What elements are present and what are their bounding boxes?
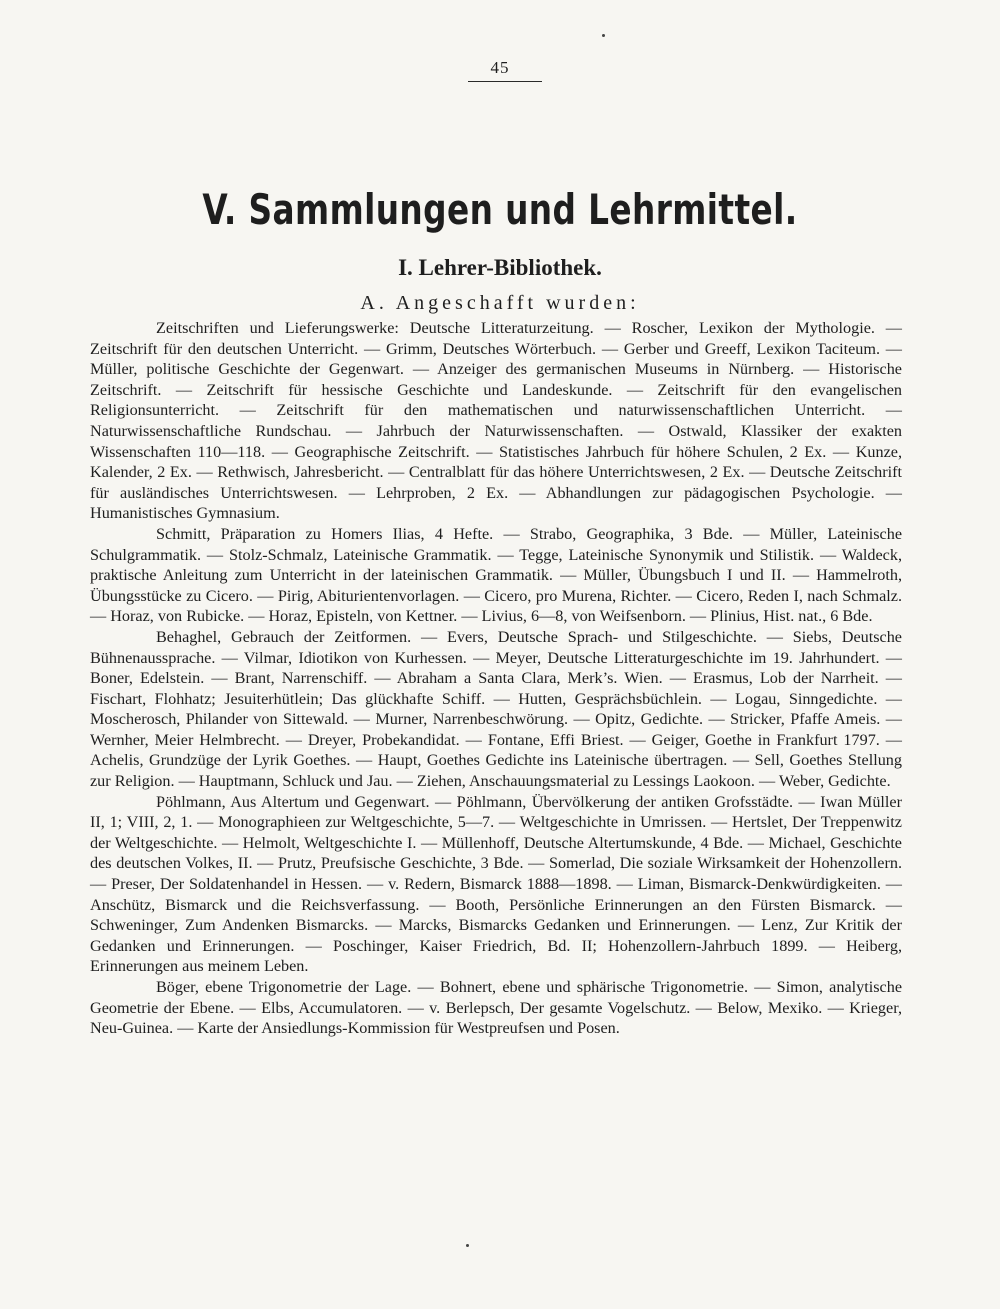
paragraph-classics: Schmitt, Präparation zu Homers Ilias, 4 Hefte. — Strabo, Geographika, 3 Bde. — Müller, Lateinische Schulgrammatik. — Stolz-Schmalz, Lateinische Grammatik. — Tegge, Lateinische Synonymik und Stilistik. — Waldeck, praktische Anleitung zum Unterricht in der lateinischen Grammatik. — Müller, Übungsbuch I und II. — Hammelroth, Übungsstücke zu Cicero. — Pirig, Abiturientenvorlagen. — Cicero, pro Murena, Richter. — Cicero, Reden I, nach Schmalz. — Horaz, von Rubicke. — Horaz, Episteln, von Kettner. — Livius, 6—8, von Weifsenborn. — Plinius, Hist. nat., 6 Bde. — [90, 524, 902, 626]
paragraph-periodicals: Zeitschriften und Lieferungswerke: Deutsche Litteraturzeitung. — Roscher, Lexikon der Mythologie. — Zeitschrift für den deutschen Unterricht. — Grimm, Deutsches Wörterbuch. — Gerber und Greeff, Lexikon Taciteum. — Müller, politische Geschichte der Gegenwart. — Anzeiger des germanischen Museums in Nürnberg. — Historische Zeitschrift. — Zeitschrift für hessische Geschichte und Landeskunde. — Zeitschrift für den evangelischen Religionsunterricht. — Zeitschrift für den mathematischen und naturwissenschaftlichen Unterricht. — Naturwissenschaftliche Rundschau. — Jahrbuch der Naturwissenschaften. — Ostwald, Klassiker der exakten Wissenschaften 110—118. — Geographische Zeitschrift. — Statistisches Jahrbuch für höhere Schulen, 2 Ex. — Kunze, Kalender, 2 Ex. — Rethwisch, Jahresbericht. — Centralblatt für das höhere Unterrichtswesen, 2 Ex. — Deutsche Zeitschrift für ausländisches Unterrichtswesen. — Lehrproben, 2 Ex. — Abhandlungen zur pädagogischen Psychologie. — Humanistisches Gymnasium. — [90, 319, 902, 523]
subsection-title: I. Lehrer-Bibliothek. — [398, 255, 602, 280]
scan-speck — [602, 34, 605, 37]
paragraph-mathematics-science: Böger, ebene Trigonometrie der Lage. — Bohnert, ebene und sphärische Trigonometrie. — Simon, analytische Geometrie der Ebene. — Elbs, Accumulatoren. — v. Berlepsch, Der gesamte Vogelschutz. — Below, Mexiko. — Krieger, Neu-Guinea. — Karte der Ansiedlungs-Kommission für Westpreufsen und Posen. — [90, 978, 902, 1038]
subheading: A. Angeschafft wurden: — [360, 292, 640, 314]
body-text — [90, 318, 902, 1039]
page-number: 45 — [490, 58, 510, 77]
section-title: V. Sammlungen und Lehrmittel. — [202, 185, 798, 234]
paragraph-history: Pöhlmann, Aus Altertum und Gegenwart. — Pöhlmann, Übervölkerung der antiken Grofsstädte. — Iwan Müller II, 1; VIII, 2, 1. — Monographieen zur Weltgeschichte, 5—7. — Weltgeschichte in Umrissen. — Hertslet, Der Treppenwitz der Weltgeschichte. — Helmolt, Weltgeschichte I. — Müllenhoff, Deutsche Altertumskunde, 4 Bde. — Michael, Geschichte des deutschen Volkes, II. — Prutz, Preufsische Geschichte, 3 Bde. — Somerlad, Die soziale Wirksamkeit der Hohenzollern. — Preser, Der Soldatenhandel in Hessen. — v. Redern, Bismarck 1888—1898. — Liman, Bismarck-Denkwürdigkeiten. — Anschütz, Bismarck und die Reichsverfassung. — Booth, Persönliche Erinnerungen an den Fürsten Bismarck. — Schweninger, Zum Andenken Bismarcks. — Marcks, Bismarcks Gedanken und Erinnerungen. — Lenz, Zur Kritik der Gedanken und Erinnerungen. — Poschinger, Kaiser Friedrich, Bd. II; Hohenzollern-Jahrbuch 1899. — Heiberg, Erinnerungen aus meinem Leben. — [90, 792, 902, 976]
paragraph-german-literature: Behaghel, Gebrauch der Zeitformen. — Evers, Deutsche Sprach- und Stilgeschichte. — Siebs, Deutsche Bühnenaussprache. — Vilmar, Idiotikon von Kurhessen. — Meyer, Deutsche Litteraturgeschichte im 19. Jahrhundert. — Boner, Edelstein. — Brant, Narrenschiff. — Abraham a Santa Clara, Merk’s. Wien. — Erasmus, Lob der Narrheit. — Fischart, Flohhatz; Jesuiterhütlein; Das glückhafte Schiff. — Hutten, Gesprächsbüchlein. — Logau, Sinngedichte. — Moscherosch, Philander von Sittewald. — Murner, Narrenbeschwörung. — Opitz, Gedichte. — Stricker, Pfaffe Ameis. — Wernher, Meier Helmbrecht. — Dreyer, Probekandidat. — Fontane, Effi Briest. — Geiger, Goethe in Frankfurt 1797. — Achelis, Grundzüge der Lyrik Goethes. — Haupt, Goethes Gedichte ins Lateinische übertragen. — Sell, Goethes Stellung zur Religion. — Hauptmann, Schluck und Jau. — Ziehen, Anschauungsmaterial zu Lessings Laokoon. — Weber, Gedichte. — [90, 627, 902, 791]
page-number-rule — [468, 81, 542, 82]
scan-speck — [466, 1244, 469, 1247]
